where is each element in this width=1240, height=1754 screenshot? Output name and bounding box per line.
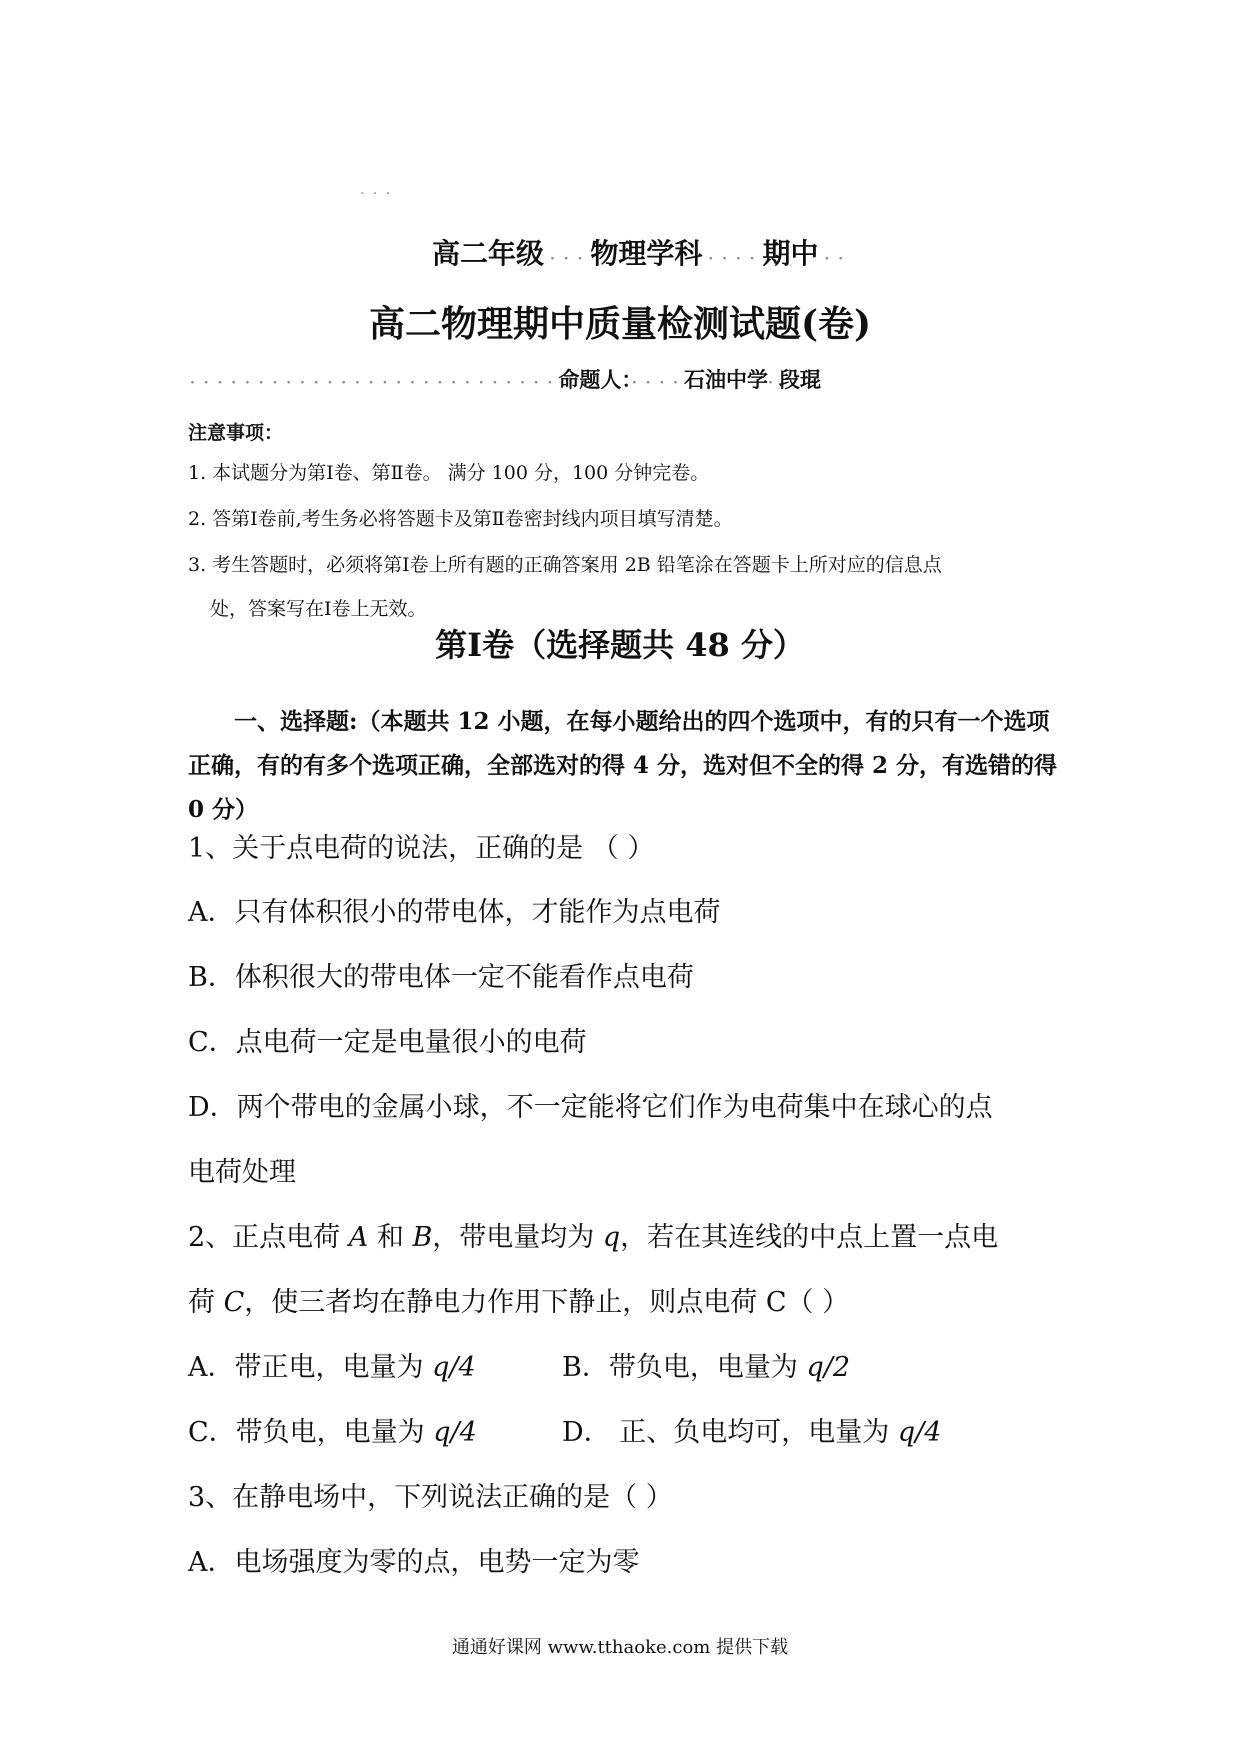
leader-dots: · · <box>824 251 846 267</box>
leader-dots: · · · · · · · · · · · · · · · · · · · · · · · · · · · <box>190 375 555 391</box>
leader-dots: · · · · <box>708 251 757 267</box>
notice-item-2: 2. 答第Ⅰ卷前,考生务必将答题卡及第Ⅱ卷密封线内项目填写清楚。 <box>188 508 733 530</box>
grade-label: 高二年级 <box>432 237 545 270</box>
notice-heading: 注意事项： <box>188 422 284 444</box>
subject-line <box>432 232 851 272</box>
section-title: 第Ⅰ卷（选择题共 48 分） <box>435 626 805 664</box>
question-1-option-c: C．点电荷一定是电量很小的电荷 <box>188 1027 587 1058</box>
option-text: A．带正电，电量为 <box>188 1352 433 1383</box>
notice-item-3-line-1: 3. 考生答题时，必须将第Ⅰ卷上所有题的正确答案用 2B 铅笔涂在答题卡上所对应的信息点 <box>188 554 942 576</box>
top-marks: · · · <box>360 186 393 202</box>
stem-text: 和 <box>368 1222 413 1253</box>
charge-b-symbol: B <box>412 1222 433 1253</box>
question-2-stem-line-2 <box>188 1280 849 1319</box>
stem-text: 2、正点电荷 <box>188 1222 349 1253</box>
option-value: q/4 <box>433 1417 477 1448</box>
question-2-option-d <box>562 1410 941 1449</box>
question-3-stem: 3、在静电场中，下列说法正确的是（ ） <box>188 1482 673 1513</box>
author-school: 石油中学 <box>683 367 768 392</box>
question-1-option-d-line-1: D．两个带电的金属小球，不一定能将它们作为电荷集中在球心的点 <box>188 1092 993 1123</box>
notice-item-3-line-2: 处，答案写在Ⅰ卷上无效。 <box>210 598 427 620</box>
leader-dots: · · · · <box>631 375 680 391</box>
option-value: q/4 <box>432 1352 476 1383</box>
author-line <box>190 364 821 394</box>
author-name: 段琨 <box>778 367 821 392</box>
term-label: 期中 <box>762 237 819 270</box>
question-3-option-a: A．电场强度为零的点，电势一定为零 <box>188 1547 640 1578</box>
question-2-option-b <box>562 1345 850 1384</box>
question-1-option-a: A．只有体积很小的带电体，才能作为点电荷 <box>188 897 721 928</box>
question-2-option-c <box>188 1410 477 1449</box>
question-1-stem: 1、关于点电荷的说法，正确的是 （ ） <box>188 833 655 864</box>
stem-text: ，使三者均在静电力作用下静止，则点电荷 C（ ） <box>244 1287 850 1318</box>
question-2-option-a <box>188 1345 476 1384</box>
option-text: B．带负电，电量为 <box>562 1352 807 1383</box>
option-value: q/2 <box>806 1352 850 1383</box>
subject-label: 物理学科 <box>590 237 703 270</box>
question-1-option-d-line-2: 电荷处理 <box>188 1157 296 1188</box>
charge-a-symbol: A <box>348 1222 369 1253</box>
stem-text: ，若在其连线的中点上置一点电 <box>620 1222 999 1253</box>
stem-text: ，带电量均为 <box>432 1222 603 1253</box>
leader-dots: · · · <box>550 251 585 267</box>
charge-c-symbol: C <box>223 1287 245 1318</box>
option-value: q/4 <box>897 1417 942 1448</box>
footer-credit: 通通好课网 www.tthaoke.com 提供下载 <box>451 1637 789 1658</box>
option-text: C．带负电，电量为 <box>188 1417 434 1448</box>
option-text: D． 正、负电均可，电量为 <box>562 1417 898 1448</box>
charge-q-symbol: q <box>602 1222 621 1253</box>
section-instruction: 一、选择题:（本题共 12 小题，在每小题给出的四个选项中，有的只有一个选项正确，有的有多个选项正确，全部选对的得 4 分，选对但不全的得 2 分，有选错的得 0 分） <box>188 708 1058 823</box>
question-1-option-b: B．体积很大的带电体一定不能看作点电荷 <box>188 962 694 993</box>
stem-text: 荷 <box>188 1287 224 1318</box>
author-label: 命题人： <box>558 367 632 392</box>
notice-item-1: 1. 本试题分为第Ⅰ卷、第Ⅱ卷。 满分 100 分，100 分钟完卷。 <box>188 462 710 484</box>
exam-title: 高二物理期中质量检测试题(卷) <box>368 303 872 345</box>
leader-dots: · <box>767 375 775 391</box>
question-2-stem-line-1 <box>188 1215 998 1254</box>
